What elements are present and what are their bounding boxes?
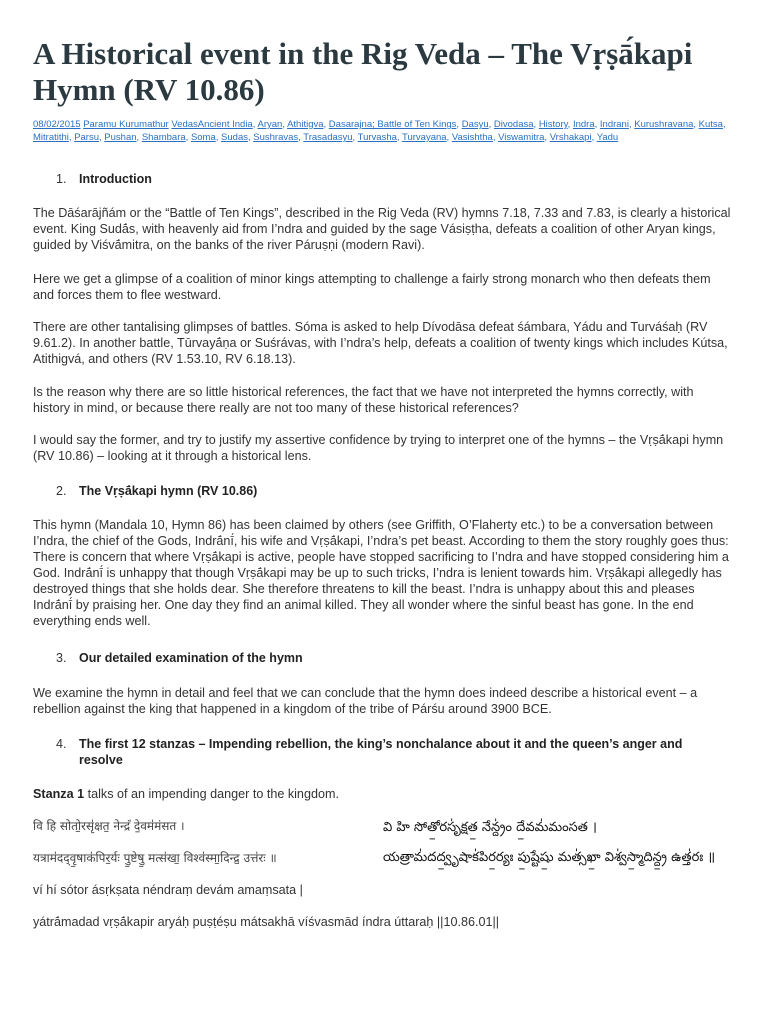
paragraph: Is the reason why there are so little historical references, the fact that we have not interpreted the hymns correctly, with history in mind, or because there really are not too many of these historical references? xyxy=(33,385,694,415)
section-heading-stanzas xyxy=(56,736,719,768)
paragraph: There are other tantalising glimpses of battles. Sóma is asked to help Dívodāsa defeat śámbara, Yádu and Turváśaḥ (RV 9.61.2). In another battle, Tūrvayā́ṇa or Suśrávas, with I’ndra’s help, defeats a coalition of twenty kings which includes Kútsa, Atithigvá, and others (RV 1.53.10, RV 6.18.13). xyxy=(33,320,728,366)
section-title: The first 12 stanzas – Impending rebellion, the king’s nonchalance about it and the queen’s anger and resolve xyxy=(79,737,683,767)
telugu-verse-line-2: యత్రామ॑దద్వృ॒షాక॑పిర॒ర్యః పు॒ష్టేషు॒ మత్స॑ఖా॒ విశ్వ॑స్మా॒దిన్ద్ర॒ ఉత్త॑రః ॥ xyxy=(383,850,716,865)
section-number: 3. xyxy=(56,651,67,665)
post-date-link[interactable]: 08/02/2015 xyxy=(33,119,81,130)
tag-link[interactable]: Trasadasyu xyxy=(303,132,353,143)
stanza-intro-text: talks of an impending danger to the kingdom. xyxy=(84,787,339,801)
stanza-intro xyxy=(33,786,339,802)
tag-link[interactable]: Indrani xyxy=(599,119,629,130)
transliteration-line-2: yátrā́madad vṛṣā́kapir aryáḥ puṣṭéṣu mátsakhā víśvasmād índra úttaraḥ ||10.86.01|| xyxy=(33,915,500,929)
tag-link[interactable]: Sushravas xyxy=(253,132,299,143)
paragraph: Here we get a glimpse of a coalition of minor kings attempting to challenge a fairly strong monarch who then defeats them and forces them to flee westward. xyxy=(33,272,711,302)
tag-link[interactable]: Yadu xyxy=(596,132,619,143)
tag-link[interactable]: Soma xyxy=(190,132,216,143)
tag-link[interactable]: Turvayana xyxy=(402,132,447,143)
paragraph: We examine the hymn in detail and feel that we can conclude that the hymn does indeed describe a historical event – a rebellion against the king that happened in a kingdom of the tribe of Párśu around 3900 BCE. xyxy=(33,686,698,716)
transliteration-line-1: ví hí sótor ásṛkṣata néndraṃ devám amaṃsata | xyxy=(33,883,303,897)
stanza-label: Stanza 1 xyxy=(33,787,85,801)
section-number: 1. xyxy=(56,172,67,186)
tag-link[interactable]: Parsu xyxy=(74,132,100,143)
paragraph: The Dāśarājñám or the “Battle of Ten Kings”, described in the Rig Veda (RV) hymns 7.18, 7.33 and 7.83, is clearly a historical event. King Sudā́s, with heavenly aid from I’ndra and guided by the sage Vásiṣṭha, defeats a coalition of other Aryan kings, guided by Viśvā́mitra, on the banks of the river Páruṣṇi (modern Ravi). xyxy=(33,206,731,252)
post-meta xyxy=(33,118,733,144)
devanagari-verse-line-1: वि हि सोतो॒रसृ॑क्षत॒ नेन्द्रं॑ दे॒वम॑मंसत । xyxy=(33,819,185,833)
section-heading-hymn xyxy=(56,483,719,499)
tag-link[interactable]: Aryan xyxy=(257,119,283,130)
tag-link[interactable]: Dasarajna; Battle of Ten Kings xyxy=(328,119,457,130)
section-heading-examination xyxy=(56,650,719,666)
section-number: 4. xyxy=(56,737,67,751)
section-title: Our detailed examination of the hymn xyxy=(79,651,303,665)
article-title: A Historical event in the Rig Veda – The Vṛṣā́kapi Hymn (RV 10.86) xyxy=(33,36,693,107)
author-link[interactable]: Paramu Kurumathur xyxy=(83,119,169,130)
tag-link[interactable]: History xyxy=(538,119,568,130)
section-title: Introduction xyxy=(79,172,152,186)
tag-list: , Aryan, Athitigva, Dasarajna; Battle of Ten Kings, Dasyu, Divodasa, History, Indra, Indrani, Kurushravana, Kutsa, Mitratithi, Parsu, Pushan, Shambara, Soma, Sudas, Sushravas, Trasadasyu, Turvasha, Turvayana, Vasishtha, Viswamitra, Vrshakapi, Yadu xyxy=(33,119,726,143)
tag-link[interactable]: Vrshakapi xyxy=(549,132,592,143)
tag-link[interactable]: Viswamitra xyxy=(498,132,545,143)
tag-link[interactable]: Indra xyxy=(572,119,595,130)
paragraph: I would say the former, and try to justify my assertive confidence by trying to interpret one of the hymns – the Vṛṣā́kapi hymn (RV 10.86) – looking at it through a historical lens. xyxy=(33,433,724,463)
tag-link[interactable]: Sudas xyxy=(221,132,248,143)
tag-link[interactable]: Mitratithi xyxy=(33,132,69,143)
tag-link[interactable]: Athitigva xyxy=(287,119,324,130)
paragraph: This hymn (Mandala 10, Hymn 86) has been claimed by others (see Griffith, O’Flaherty etc.) to be a conversation between I’ndra, the chief of the Gods, Indrā́nī́, his wife and Vṛṣā́kapi, I’ndra’s pet beast. According to them the story roughly goes thus: There is concern that where Vṛṣā́kapi is active, people have stopped sacrificing to I’ndra and have stopped considering him a God. Indrā́nī́ is unhappy that though Vṛṣā́kapi may be up to such tricks, I’ndra is lenient towards him. Vṛṣā́kapi allegedly has destroyed things that she holds dear. She therefore threatens to kill the beast. I’ndra is unhappy about this and pleases Indrā́nī́ by praising her. One day they find an animal killed. They all wonder where the sinful beast has gone. In the end everything ends well. xyxy=(33,518,729,628)
telugu-verse-line-1: వి హి సోతో॒రసృ॑క్షత॒ నేన్ద్రం॑ దే॒వమ॑మంసత । xyxy=(383,820,597,835)
tag-link[interactable]: Divodasa xyxy=(493,119,534,130)
tag-link[interactable]: Vasishtha xyxy=(451,132,493,143)
tag-link[interactable]: Shambara xyxy=(141,132,186,143)
tag-link[interactable]: Kurushravana xyxy=(634,119,694,130)
section-number: 2. xyxy=(56,484,67,498)
section-heading-introduction xyxy=(56,171,719,187)
tag-link[interactable]: Pushan xyxy=(104,132,137,143)
category-link[interactable]: VedasAncient India xyxy=(171,119,253,130)
tag-link[interactable]: Dasyu xyxy=(461,119,489,130)
devanagari-verse-line-2: यत्राम॑दद्वृ॒षाक॑पिर॒र्यः पु॒ष्टेषु॒ मत्स॑खा॒ विश्व॑स्मा॒दिन्द्र॒ उत्त॑रः ॥ xyxy=(33,851,277,865)
tag-link[interactable]: Turvasha xyxy=(357,132,397,143)
tag-link[interactable]: Kutsa xyxy=(698,119,723,130)
section-title: The Vṛṣā́kapi hymn (RV 10.86) xyxy=(79,484,258,498)
